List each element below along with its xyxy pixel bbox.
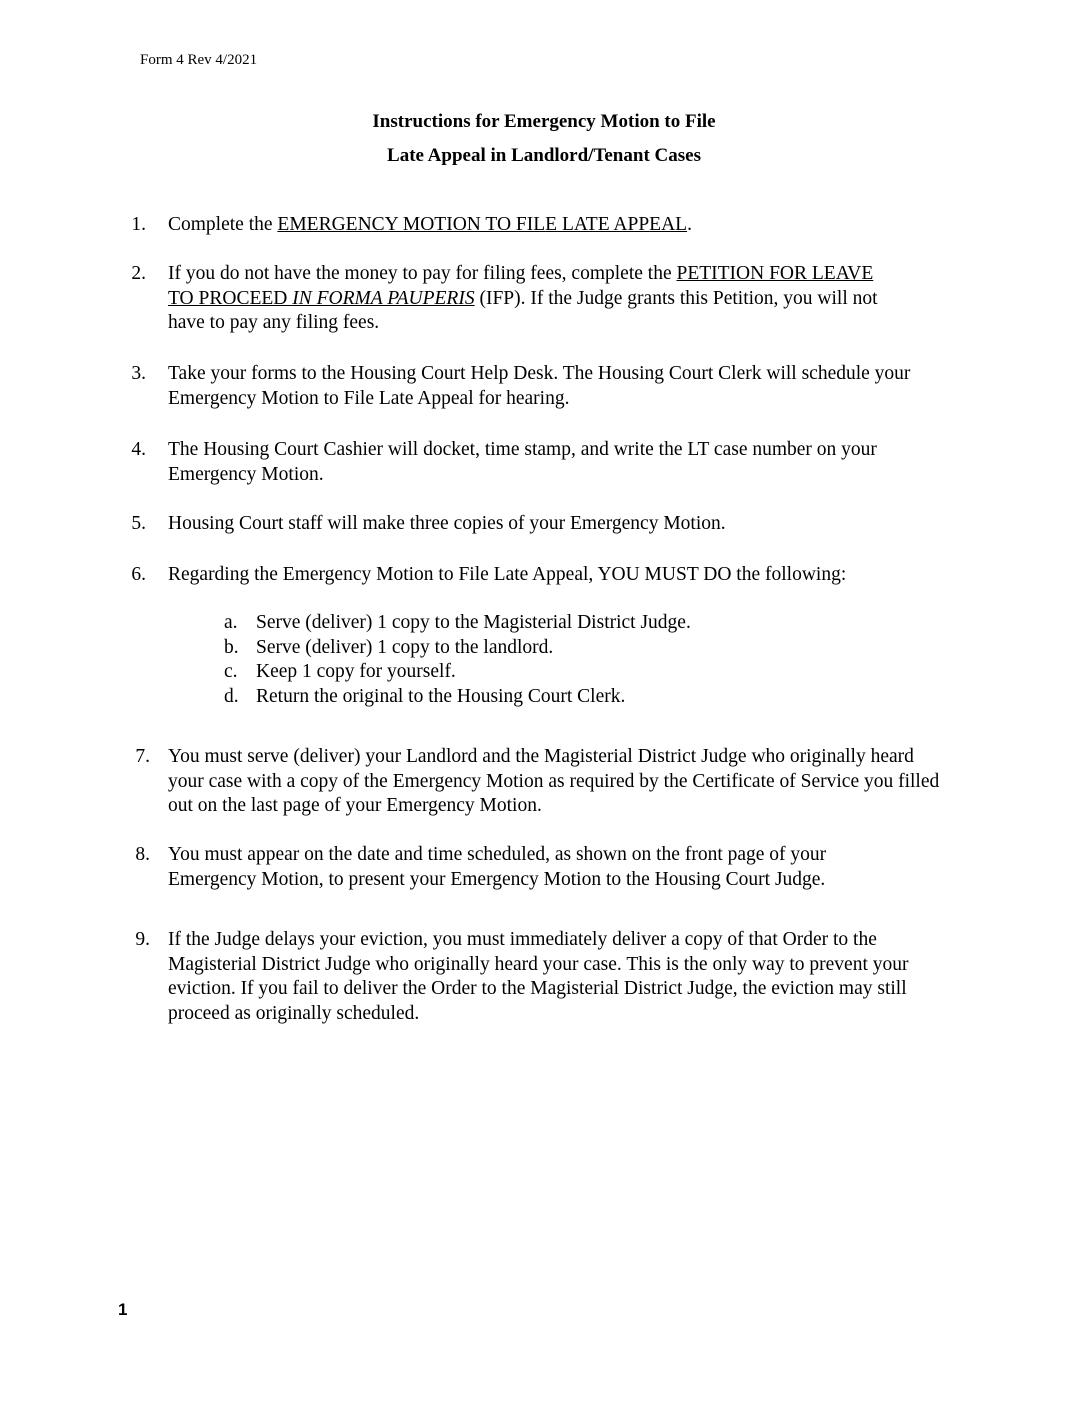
item-number: 3. [131, 363, 146, 384]
item-text: You must appear on the date and time scheduled, as shown on the front page of your Emergency Motion, to present your Emergency Motion to the Housing Court Judge. [168, 844, 827, 890]
form-revision-label: Form 4 Rev 4/2021 [140, 52, 258, 68]
sub-item-letter: a. [224, 612, 238, 633]
item-text: If the Judge delays your eviction, you must immediately deliver a copy of that Order to the Magisterial District Judge who originally heard your case. This is the only way to prevent your eviction. If you fail to deliver the Order to the Magisterial District Judge, the eviction may still proceed as originally scheduled. [168, 929, 909, 1024]
page-number: 1 [118, 1300, 128, 1319]
item-text: The Housing Court Cashier will docket, time stamp, and write the LT case number on your Emergency Motion. [168, 439, 877, 485]
sub-item-text: Serve (deliver) 1 copy to the Magisterial District Judge. [256, 612, 691, 633]
item-text: Complete the EMERGENCY MOTION TO FILE LATE APPEAL. [168, 214, 692, 235]
item-text: You must serve (deliver) your Landlord and the Magisterial District Judge who originally heard your case with a copy of the Emergency Motion as required by the Certificate of Service you filled out on the last page of your Emergency Motion. [168, 746, 940, 816]
emergency-motion-form-link[interactable]: EMERGENCY MOTION TO FILE LATE APPEAL [277, 214, 688, 235]
item-text: Regarding the Emergency Motion to File Late Appeal, YOU MUST DO the following: [168, 564, 847, 585]
ifp-petition-link-part-1[interactable]: PETITION FOR LEAVE [676, 263, 874, 284]
item-number: 9. [135, 929, 150, 950]
item-text: If you do not have the money to pay for filing fees, complete the PETITION FOR LEAVE TO PROCEED IN FORMA PAUPERIS (IFP). If the Judge grants this Petition, you will not have to pay any filing fees. [168, 263, 878, 333]
item-number: 2. [131, 263, 146, 284]
item-number: 6. [131, 564, 146, 585]
sub-item-text: Return the original to the Housing Court Clerk. [256, 686, 626, 707]
item-number: 5. [131, 513, 146, 534]
sub-item-text: Keep 1 copy for yourself. [256, 661, 456, 682]
sub-item-text: Serve (deliver) 1 copy to the landlord. [256, 637, 554, 658]
item-text: Take your forms to the Housing Court Help Desk. The Housing Court Clerk will schedule your Emergency Motion to File Late Appeal for hearing. [168, 363, 911, 409]
ifp-petition-link-part-2[interactable]: TO PROCEED [168, 287, 293, 309]
document-title-line-2: Late Appeal in Landlord/Tenant Cases [387, 145, 701, 166]
sub-item-letter: b. [224, 637, 239, 658]
sub-item-letter: c. [224, 661, 238, 682]
sub-item-letter: d. [224, 686, 239, 707]
item-number: 8. [135, 844, 150, 865]
item-number: 7. [135, 746, 150, 767]
ifp-petition-link-part-3[interactable]: IN FORMA PAUPERIS [292, 287, 475, 309]
item-number: 1. [131, 214, 146, 235]
item-text: Housing Court staff will make three copies of your Emergency Motion. [168, 513, 726, 534]
document-title-line-1: Instructions for Emergency Motion to File [372, 111, 716, 132]
item-number: 4. [131, 439, 146, 460]
